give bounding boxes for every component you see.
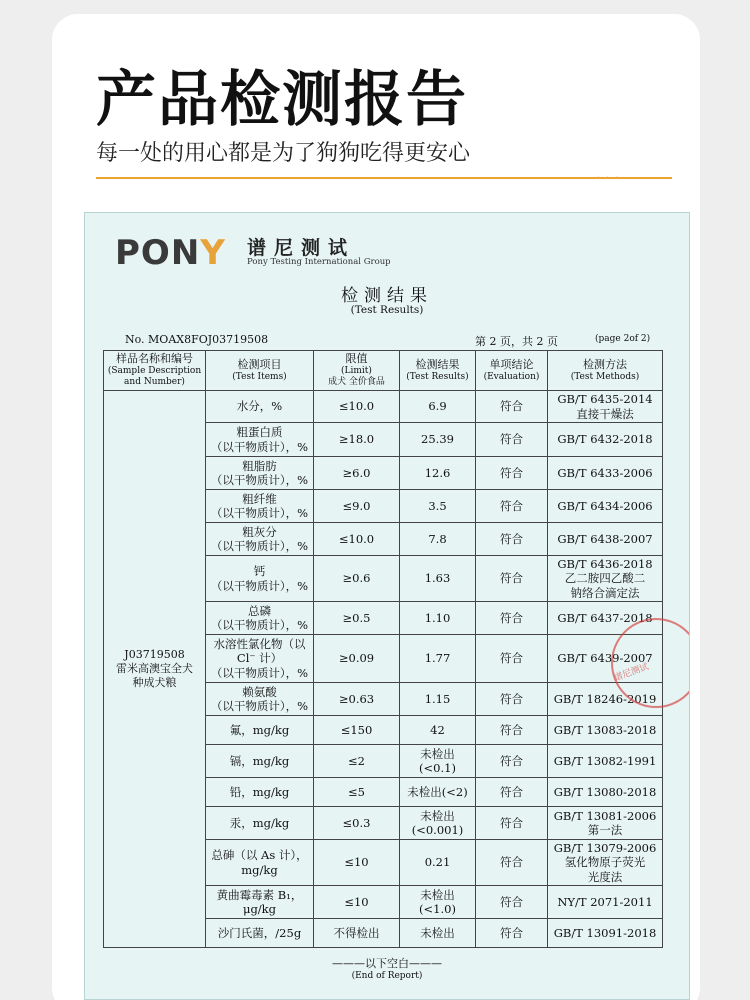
cell-item: 汞，mg/kg: [206, 807, 314, 840]
cell-method: GB/T 6435-2014 直接干燥法: [548, 391, 663, 423]
page-indicator-en: (page 2of 2): [595, 334, 651, 344]
cell-limit: ≤2: [314, 745, 400, 778]
cell-eval: 符合: [476, 423, 548, 457]
cell-eval: 符合: [476, 391, 548, 423]
cell-eval: 符合: [476, 635, 548, 683]
cell-limit: ≤5: [314, 778, 400, 807]
cell-limit: ≥0.5: [314, 602, 400, 635]
cell-item: 氟，mg/kg: [206, 716, 314, 745]
cell-item: 粗纤维 （以干物质计），%: [206, 490, 314, 523]
cell-item: 沙门氏菌，/25g: [206, 919, 314, 948]
cell-eval: 符合: [476, 840, 548, 886]
cell-limit: ≤0.3: [314, 807, 400, 840]
cell-result: 42: [400, 716, 476, 745]
cell-limit: ≥6.0: [314, 457, 400, 490]
cell-eval: 符合: [476, 745, 548, 778]
logo-chinese-name: 谱尼测试: [247, 237, 356, 259]
cell-limit: ≤9.0: [314, 490, 400, 523]
cell-result: 1.77: [400, 635, 476, 683]
cell-item: 粗蛋白质 （以干物质计），%: [206, 423, 314, 457]
cell-eval: 符合: [476, 523, 548, 556]
cell-method: GB/T 6439-2007: [548, 635, 663, 683]
cell-method: GB/T 13079-2006 氢化物原子荧光 光度法: [548, 840, 663, 886]
column-header: 检测结果 (Test Results): [400, 351, 476, 391]
cell-item: 粗灰分 （以干物质计），%: [206, 523, 314, 556]
divider-dots: • • •: [596, 174, 621, 183]
cell-eval: 符合: [476, 778, 548, 807]
cell-method: GB/T 18246-2019: [548, 683, 663, 716]
cell-method: GB/T 13080-2018: [548, 778, 663, 807]
seal-text: 谱尼测试: [612, 662, 651, 684]
cell-item: 粗脂肪 （以干物质计），%: [206, 457, 314, 490]
column-header: 单项结论 (Evaluation): [476, 351, 548, 391]
cell-method: GB/T 6433-2006: [548, 457, 663, 490]
cell-result: 1.63: [400, 556, 476, 602]
cell-limit: ≤10.0: [314, 391, 400, 423]
test-report-document: [84, 212, 690, 1000]
page-indicator: 第 2 页，共 2 页: [475, 335, 558, 348]
cell-method: GB/T 6432-2018: [548, 423, 663, 457]
cell-item: 总砷（以 As 计）， mg/kg: [206, 840, 314, 886]
logo-english-name: Pony Testing International Group: [247, 257, 391, 267]
column-header: 样品名称和编号 (Sample Description and Number): [104, 351, 206, 391]
pony-logo: PONY: [115, 233, 226, 273]
end-marker-en: (End of Report): [351, 971, 423, 981]
cell-limit: ≤10: [314, 886, 400, 919]
column-header: 检测方法 (Test Methods): [548, 351, 663, 391]
page-subtitle: 每一处的用心都是为了狗狗吃得更安心: [96, 141, 471, 166]
results-table: [103, 350, 663, 948]
cell-eval: 符合: [476, 919, 548, 948]
cell-limit: ≤150: [314, 716, 400, 745]
cell-limit: ≥0.6: [314, 556, 400, 602]
cell-result: 未检出 (<1.0): [400, 886, 476, 919]
cell-item: 黄曲霉毒素 B₁， μg/kg: [206, 886, 314, 919]
cell-result: 25.39: [400, 423, 476, 457]
cell-result: 未检出: [400, 919, 476, 948]
cell-item: 铅，mg/kg: [206, 778, 314, 807]
cell-result: 12.6: [400, 457, 476, 490]
cell-eval: 符合: [476, 716, 548, 745]
cell-result: 0.21: [400, 840, 476, 886]
cell-item: 水溶性氯化物（以 Cl⁻ 计） （以干物质计），%: [206, 635, 314, 683]
cell-method: GB/T 6436-2018 乙二胺四乙酸二 钠络合滴定法: [548, 556, 663, 602]
cell-method: GB/T 13091-2018: [548, 919, 663, 948]
cell-item: 赖氨酸 （以干物质计），%: [206, 683, 314, 716]
cell-eval: 符合: [476, 683, 548, 716]
cell-method: GB/T 6434-2006: [548, 490, 663, 523]
cell-eval: 符合: [476, 807, 548, 840]
table-header-row: [104, 351, 663, 391]
cell-method: GB/T 13083-2018: [548, 716, 663, 745]
cell-result: 未检出(<2): [400, 778, 476, 807]
table-row: [104, 391, 663, 423]
report-title-en: (Test Results): [350, 304, 424, 316]
cell-limit: ≥0.63: [314, 683, 400, 716]
cell-result: 7.8: [400, 523, 476, 556]
column-header: 限值 (Limit) 成犬 全价食品: [314, 351, 400, 391]
cell-method: GB/T 6438-2007: [548, 523, 663, 556]
cell-method: GB/T 6437-2018: [548, 602, 663, 635]
cell-limit: ≥18.0: [314, 423, 400, 457]
cell-eval: 符合: [476, 886, 548, 919]
cell-limit: ≤10.0: [314, 523, 400, 556]
cell-result: 未检出 (<0.1): [400, 745, 476, 778]
cell-result: 1.10: [400, 602, 476, 635]
cell-item: 总磷 （以干物质计），%: [206, 602, 314, 635]
cell-method: NY/T 2071-2011: [548, 886, 663, 919]
cell-result: 3.5: [400, 490, 476, 523]
cell-result: 未检出 (<0.001): [400, 807, 476, 840]
accent-divider: [96, 177, 672, 179]
cell-limit: ≥0.09: [314, 635, 400, 683]
cell-eval: 符合: [476, 556, 548, 602]
cell-limit: ≤10: [314, 840, 400, 886]
cell-eval: 符合: [476, 490, 548, 523]
column-header: 检测项目 (Test Items): [206, 351, 314, 391]
report-title: 检测结果: [341, 286, 433, 306]
sample-id-cell: J03719508 雷米高澳宝全犬 种成犬粮: [104, 391, 206, 948]
end-marker: ———以下空白———: [332, 957, 442, 970]
cell-result: 1.15: [400, 683, 476, 716]
report-number: No. MOAX8FOJ03719508: [125, 333, 269, 346]
cell-method: GB/T 13082-1991: [548, 745, 663, 778]
page-title: 产品检测报告: [96, 65, 468, 135]
cell-result: 6.9: [400, 391, 476, 423]
cell-item: 镉，mg/kg: [206, 745, 314, 778]
cell-method: GB/T 13081-2006 第一法: [548, 807, 663, 840]
cell-eval: 符合: [476, 457, 548, 490]
cell-limit: 不得检出: [314, 919, 400, 948]
cell-item: 水分，%: [206, 391, 314, 423]
cell-eval: 符合: [476, 602, 548, 635]
cell-item: 钙 （以干物质计），%: [206, 556, 314, 602]
